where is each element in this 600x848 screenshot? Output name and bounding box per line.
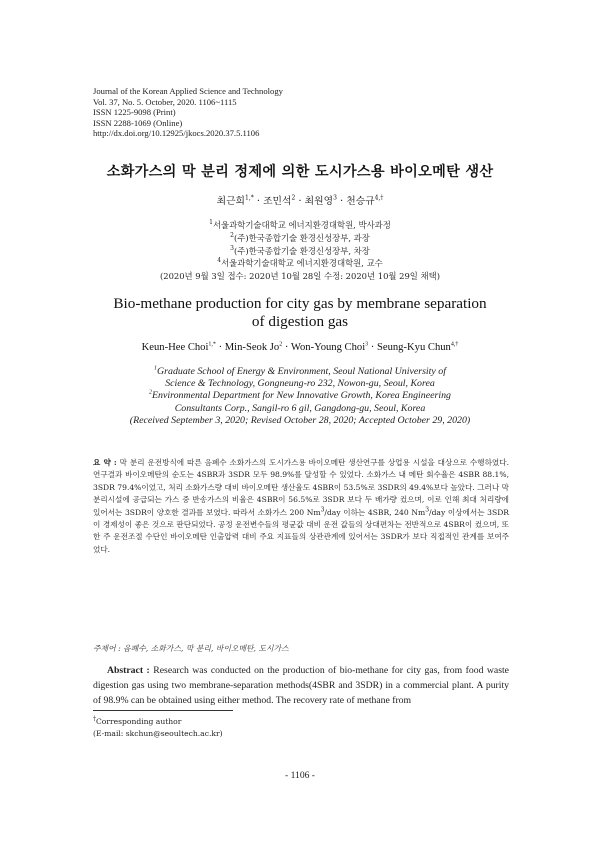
english-authors	[0, 342, 600, 353]
english-title-line: of digestion gas	[251, 313, 349, 330]
affiliation-sup: 1	[209, 219, 213, 227]
abstract-text: 막 분리 운전방식에 따른 음폐수 소화가스의 도시가스용 바이오메탄 생산연구를 상업용 시설을 대상으로 수행하였다. 연구결과 바이오메탄의 순도는 4SBR과 3SDR 모두 98.9%를 달성할 수 있었다. 소화가스 내 메탄 회수율은 4SBR 88.1%, 3SDR 79.4%이었고, 처리 소화가스량 대비 바이오메탄 생산율도 4SBR이 53.5%로 3SDR의 49.4%보다 높았다. 그러나 막 분리시설에 공급되는 가스 중 반송가스의 비율은 4SBR이 56.5%로 3SDR 보다 두 배가량 컸으며, 이로 인해 최대 처리량에 있어서는 3SDR이 양호한 결과를 보였다. 따라서 소화가스 200 Nm	[93, 458, 509, 517]
affiliation-line	[0, 390, 600, 402]
affiliation-sup: 2	[230, 232, 234, 239]
korean-affiliations	[0, 219, 600, 283]
footnote-label: Corresponding author	[96, 717, 182, 726]
abstract-text: /day 이상에서는 3SDR이 경제성이 좋은 것으로 판단되었다. 공정 운전변수들의 평균값 대비 운전 값들의 상대편차는 전반적으로 4SBR이 컸으며, 또한 주 운전조절 수단인 바이오메탄 인출압력 대비 주요 지표들의 상관관계에 있어서는 3SDR가 보다 직접적인 관계를 보여주었다.	[93, 507, 509, 554]
english-abstract	[93, 663, 509, 708]
abstract-label: 요 약 :	[93, 458, 117, 467]
author-separator: ·	[368, 342, 377, 353]
abstract-text: Research was conducted on the production of bio-methane for city gas, from food waste digestion gas using two membrane-separation methods(4SBR and 3SDR) in a commercial plant. A purity of 98.9% can be obtained using either method. The recovery rate of methane from	[93, 665, 509, 706]
author-separator: ·	[336, 196, 347, 207]
affiliation-text: 서울과학기술대학교 에너지환경대학원, 박사과정	[212, 220, 391, 230]
footnote-email[interactable]: (E-mail: skchun@seoultech.ac.kr)	[93, 729, 223, 738]
english-title-line: Bio-methane production for city gas by membrane separation	[113, 295, 487, 312]
author-sup: 3	[333, 194, 337, 202]
author-name: Won-Young Choi	[290, 342, 366, 353]
issn-print: ISSN 1225-9098 (Print)	[93, 107, 176, 118]
footnote	[93, 716, 223, 740]
abstract-text: /day 이하는 4SBR, 240 Nm	[324, 507, 426, 517]
footnote-mark: †	[93, 715, 96, 723]
received-dates-ko: (2020년 9월 3일 접수: 2020년 10월 28일 수정: 2020년 10월 29일 채택)	[159, 271, 441, 282]
issn-online: ISSN 2288-1069 (Online)	[93, 117, 183, 128]
affiliation-line	[0, 378, 600, 390]
author-name: 최원영	[304, 196, 334, 207]
affiliation-sup: 1	[154, 365, 158, 372]
author-separator: ·	[282, 342, 291, 353]
korean-title: 소화가스의 막 분리 정제에 의한 도시가스용 바이오메탄 생산	[106, 164, 494, 180]
affiliation-sup: 3	[230, 244, 234, 252]
affiliation-text: Graduate School of Energy & Environment, Seoul National University of	[157, 366, 446, 377]
author-sup: 4,†	[450, 341, 459, 348]
author-name: 천승규	[346, 196, 375, 207]
journal-header	[93, 86, 453, 139]
author-separator: ·	[215, 342, 225, 353]
doi-link[interactable]: http://dx.doi.org/10.12925/jkocs.2020.37.5.1106	[93, 128, 260, 139]
affiliation-line	[0, 403, 600, 415]
affiliation-line	[0, 257, 600, 270]
affiliation-text: Environmental Department for New Innovative Growth, Korea Engineering	[152, 390, 451, 402]
received-dates-en: (Received September 3, 2020; Revised October 28, 2020; Accepted October 29, 2020)	[129, 414, 471, 426]
affiliation-text: 서울과학기술대학교 에너지환경대학원, 교수	[221, 258, 383, 269]
affiliation-line	[0, 366, 600, 378]
english-affiliations	[0, 366, 600, 427]
affiliation-sup: 2	[149, 390, 153, 397]
affiliation-line	[0, 219, 600, 232]
author-sup: 1,*	[208, 341, 216, 348]
author-name: Min-Seok Jo	[224, 342, 280, 353]
author-sup: 2	[279, 341, 283, 348]
korean-authors	[0, 193, 600, 207]
affiliation-text: (주)한국종합기술 환경신성장부, 차장	[233, 245, 370, 256]
author-sup: 2	[291, 194, 296, 202]
author-name: Seung-Kyu Chun	[376, 342, 451, 353]
journal-volume: Vol. 37, No. 5. October, 2020. 1106~1115	[93, 96, 237, 107]
author-sup: 3	[365, 341, 369, 348]
unit-superscript: 3	[320, 506, 325, 514]
footnote-divider	[93, 710, 233, 711]
page-number: - 1106 -	[284, 770, 316, 781]
affiliation-text: (주)한국종합기술 환경신성장부, 과장	[233, 232, 370, 243]
korean-keywords: 주제어 : 음폐수, 소화가스, 막 분리, 바이오메탄, 도시가스	[93, 644, 289, 653]
author-separator: ·	[253, 196, 264, 207]
author-name: 조민석	[263, 196, 292, 207]
affiliation-line	[0, 232, 600, 245]
affiliation-text: Consultants Corp., Sangil-ro 6 gil, Gangdong-gu, Seoul, Korea	[174, 402, 426, 414]
author-name: Keun-Hee Choi	[141, 342, 209, 353]
author-name: 최근희	[216, 196, 246, 207]
author-separator: ·	[295, 196, 305, 207]
korean-abstract	[93, 457, 509, 556]
unit-superscript: 3	[425, 506, 430, 514]
author-sup: 4,†	[374, 194, 384, 202]
author-sup: 1,*	[245, 194, 254, 202]
english-title	[0, 295, 600, 331]
journal-name: Journal of the Korean Applied Science and Technology	[93, 86, 283, 96]
affiliation-line	[0, 245, 600, 258]
affiliation-text: Science & Technology, Gongneung-ro 232, Nowon-gu, Seoul, Korea	[165, 378, 435, 390]
affiliation-sup: 4	[217, 257, 222, 265]
abstract-label: Abstract :	[107, 665, 150, 676]
